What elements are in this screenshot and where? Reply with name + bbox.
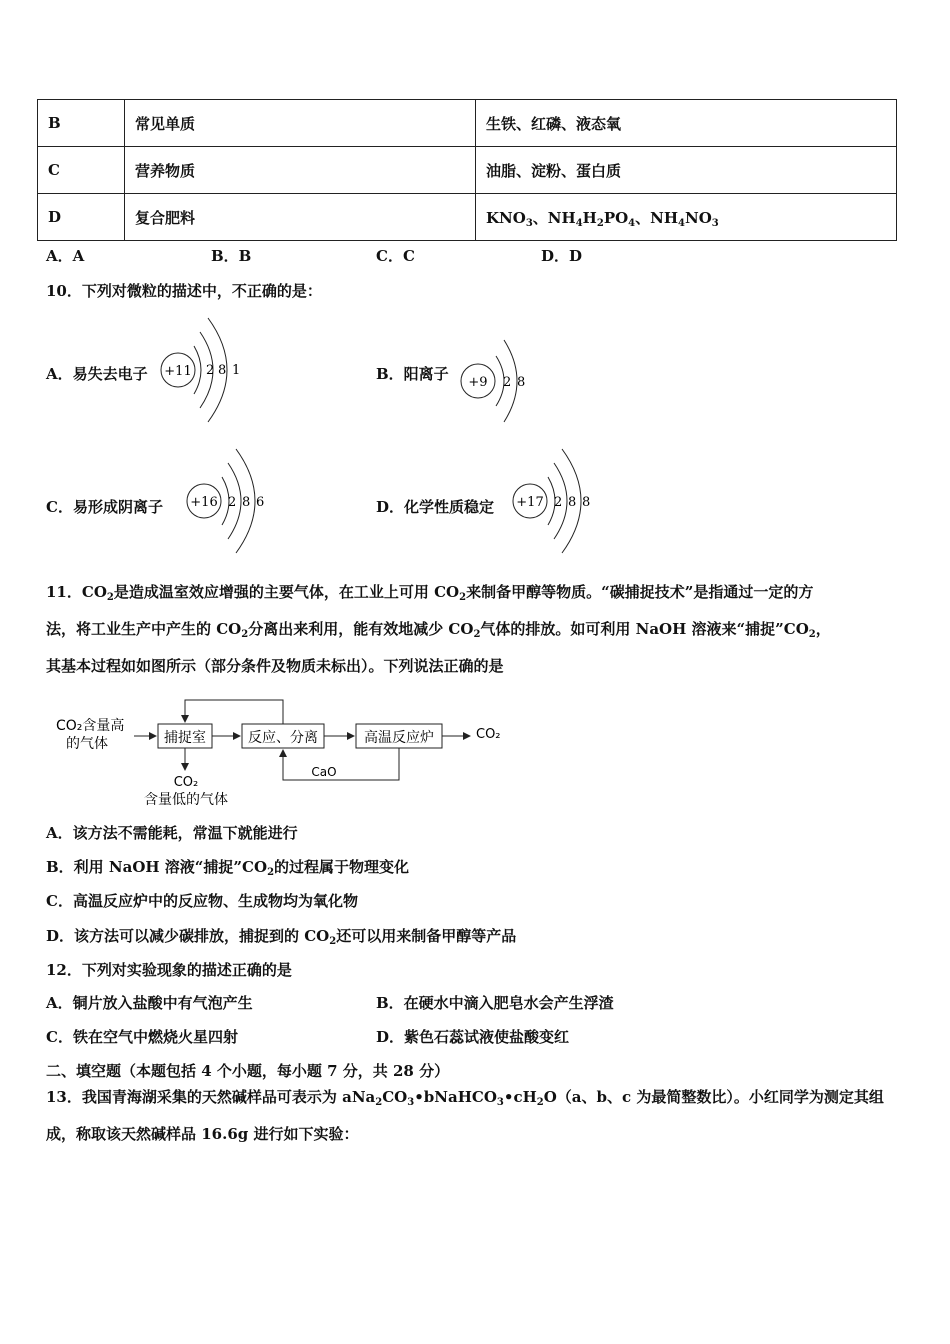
shell-electrons: 8 (582, 495, 591, 510)
q11-stem-line2: 法，将工业生产中产生的 $CO_2$分离出来利用，能有效地减少 $CO_2$气体的排放。如可利用 NaOH 溶液来“捕捉$”CO_2$， (46, 620, 831, 640)
shell-electrons: 6 (256, 495, 265, 510)
reaction-separation-label: 反应、分离 (248, 730, 318, 746)
row-items: 生铁、红磷、液态氧 (476, 100, 897, 147)
shell-electrons: 2 (503, 375, 512, 390)
q9-option-d[interactable]: D．D (541, 247, 583, 265)
q12-stem: 12．下列对实验现象的描述正确的是 (46, 961, 292, 979)
row-items: 油脂、淀粉、蛋白质 (476, 147, 897, 194)
shell-electrons: 8 (568, 495, 577, 510)
capture-chamber-label: 捕捉室 (164, 730, 206, 746)
nucleus-charge: +17 (516, 495, 544, 510)
atom-structure-diagram-d (508, 443, 608, 559)
q10-option-d-label[interactable]: D．化学性质稳定 (376, 498, 495, 516)
shell-electrons: 8 (218, 363, 227, 378)
carbon-capture-flow-diagram (50, 690, 520, 815)
q11-option-d[interactable]: D．该方法可以减少碳排放，捕捉到的 $CO_2$还可以用来制备甲醇等产品 (46, 927, 517, 947)
cao-label: CaO (311, 765, 337, 779)
row-category: 常见单质 (125, 100, 476, 147)
nucleus-charge: +9 (468, 375, 488, 390)
shell-electrons: 2 (228, 495, 237, 510)
q12-option-d[interactable]: D．紫色石蕊试液使盐酸变红 (376, 1028, 570, 1046)
table-row (38, 147, 897, 194)
row-category: 复合肥料 (125, 194, 476, 241)
row-category: 营养物质 (125, 147, 476, 194)
q13-stem-line1: 13．我国青海湖采集的天然碱样品可表示为 $aNa_2CO_3•bNaHCO_3•cH_2O(a$、b、c 为最简整数比）。小红同学为测定其组 (46, 1088, 884, 1108)
shell-electrons: 8 (242, 495, 251, 510)
q11-option-a[interactable]: A．该方法不需能耗，常温下就能进行 (46, 824, 298, 842)
table-row (38, 100, 897, 147)
atom-structure-diagram-a (150, 310, 260, 430)
q11-stem-line1: 11．$CO_2$是造成温室效应增强的主要气体，在工业上可用 $CO_2$来制备甲醇等物质。“碳捕捉技术”是指通过一定的方 (46, 583, 814, 603)
output-co2-label: CO₂ (476, 727, 501, 742)
row-label: D (38, 194, 125, 241)
row-items-formula: $KNO_3$、$NH_4H_2PO_4$、$NH_4NO_3$ (476, 194, 897, 241)
q9-option-b[interactable]: B．B (211, 247, 252, 265)
input-gas-label-line2: 的气体 (66, 736, 108, 752)
q11-stem-line3: 其基本过程如如图所示（部分条件及物质未标出）。下列说法正确的是 (46, 657, 504, 675)
atom-structure-diagram-b (456, 330, 546, 430)
low-co2-gas-label-line1: CO₂ (173, 775, 199, 790)
shell-electrons: 2 (554, 495, 563, 510)
shell-electrons: 1 (232, 363, 241, 378)
low-co2-gas-label-line2: 含量低的气体 (144, 792, 228, 808)
nucleus-charge: +11 (164, 364, 192, 379)
q10-option-b-label[interactable]: B．阳离子 (376, 365, 449, 383)
cao-return-arrow (283, 748, 399, 780)
q9-option-c[interactable]: C．C (376, 247, 415, 265)
shell-electrons: 8 (517, 375, 526, 390)
q10-stem: 10．下列对微粒的描述中，不正确的是： (46, 282, 322, 300)
nucleus-charge: +16 (190, 495, 218, 510)
q10-option-c-label[interactable]: C．易形成阴离子 (46, 498, 163, 516)
row-label: B (38, 100, 125, 147)
input-gas-label-line1: CO₂含量高 (56, 718, 125, 734)
shell-electrons: 2 (206, 363, 215, 378)
table-row (38, 194, 897, 241)
q13-stem-line2: 成，称取该天然碱样品 16.6g 进行如下实验： (46, 1125, 359, 1143)
high-temp-furnace-label: 高温反应炉 (364, 730, 434, 746)
q11-option-c[interactable]: C．高温反应炉中的反应物、生成物均为氧化物 (46, 892, 358, 910)
q12-option-b[interactable]: B．在硬水中滴入肥皂水会产生浮渣 (376, 994, 614, 1012)
q11-option-b[interactable]: B．利用 NaOH 溶液“捕捉$”CO_2$的过程属于物理变化 (46, 858, 410, 878)
recycle-arrow (185, 700, 283, 724)
q9-option-a[interactable]: A．A (46, 247, 85, 265)
q12-option-c[interactable]: C．铁在空气中燃烧火星四射 (46, 1028, 238, 1046)
row-label: C (38, 147, 125, 194)
section-heading: 二、填空题（本题包括 4 个小题，每小题 7 分，共 28 分） (46, 1062, 450, 1080)
q12-option-a[interactable]: A．铜片放入盐酸中有气泡产生 (46, 994, 253, 1012)
options-table (37, 99, 897, 241)
q10-option-a-label[interactable]: A．易失去电子 (46, 365, 148, 383)
atom-structure-diagram-c (182, 443, 282, 559)
